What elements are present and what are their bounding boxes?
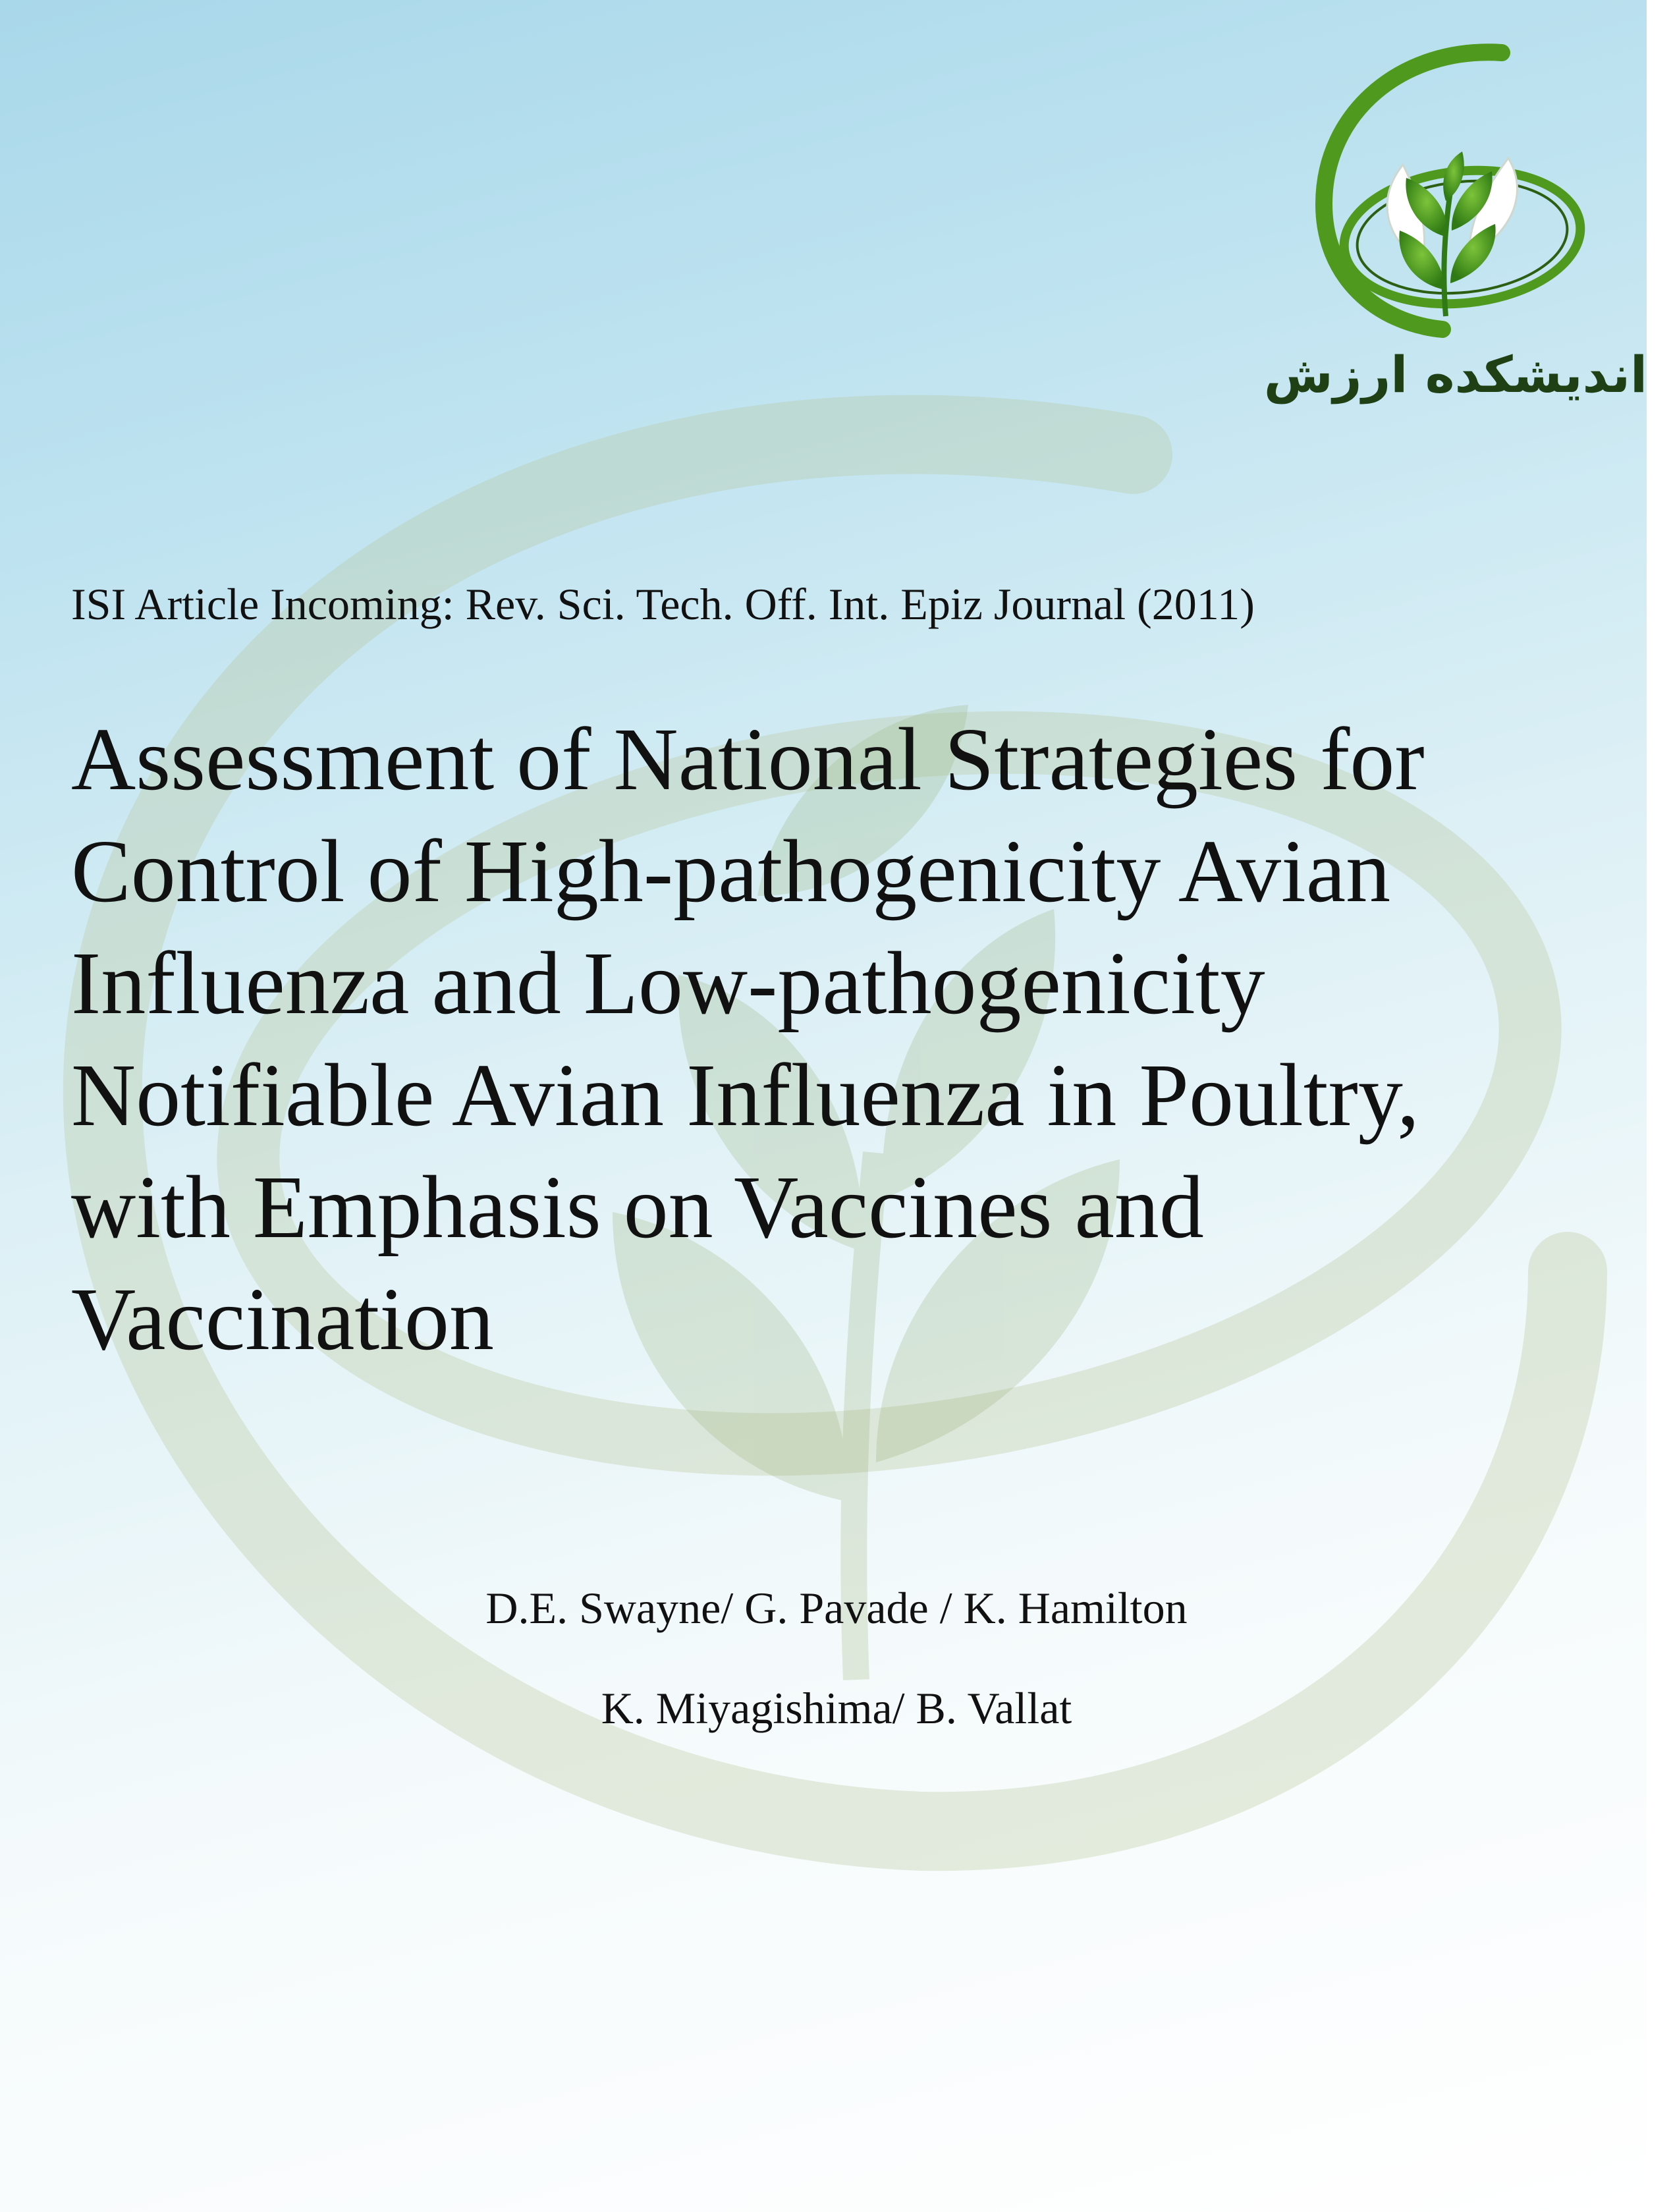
title-line: with Emphasis on Vaccines and [71,1158,1204,1257]
author-line: K. Miyagishima/ B. Vallat [601,1683,1072,1733]
title-line: Influenza and Low-pathogenicity [71,934,1265,1033]
publisher-logo [1263,40,1648,435]
author-line: D.E. Swayne/ G. Pavade / K. Hamilton [485,1583,1188,1633]
author-list [0,1558,1673,1758]
title-line: Notifiable Avian Influenza in Poultry, [71,1046,1420,1145]
logo-text: اندیشکده ارزش [1263,345,1648,404]
title-line: Control of High-pathogenicity Avian [71,822,1391,921]
title-line: Vaccination [71,1270,494,1369]
title-line: Assessment of National Strategies for [71,710,1425,809]
source-line: ISI Article Incoming: Rev. Sci. Tech. Off. Int. Epiz Journal (2011) [71,579,1255,629]
article-title [71,704,1612,1375]
